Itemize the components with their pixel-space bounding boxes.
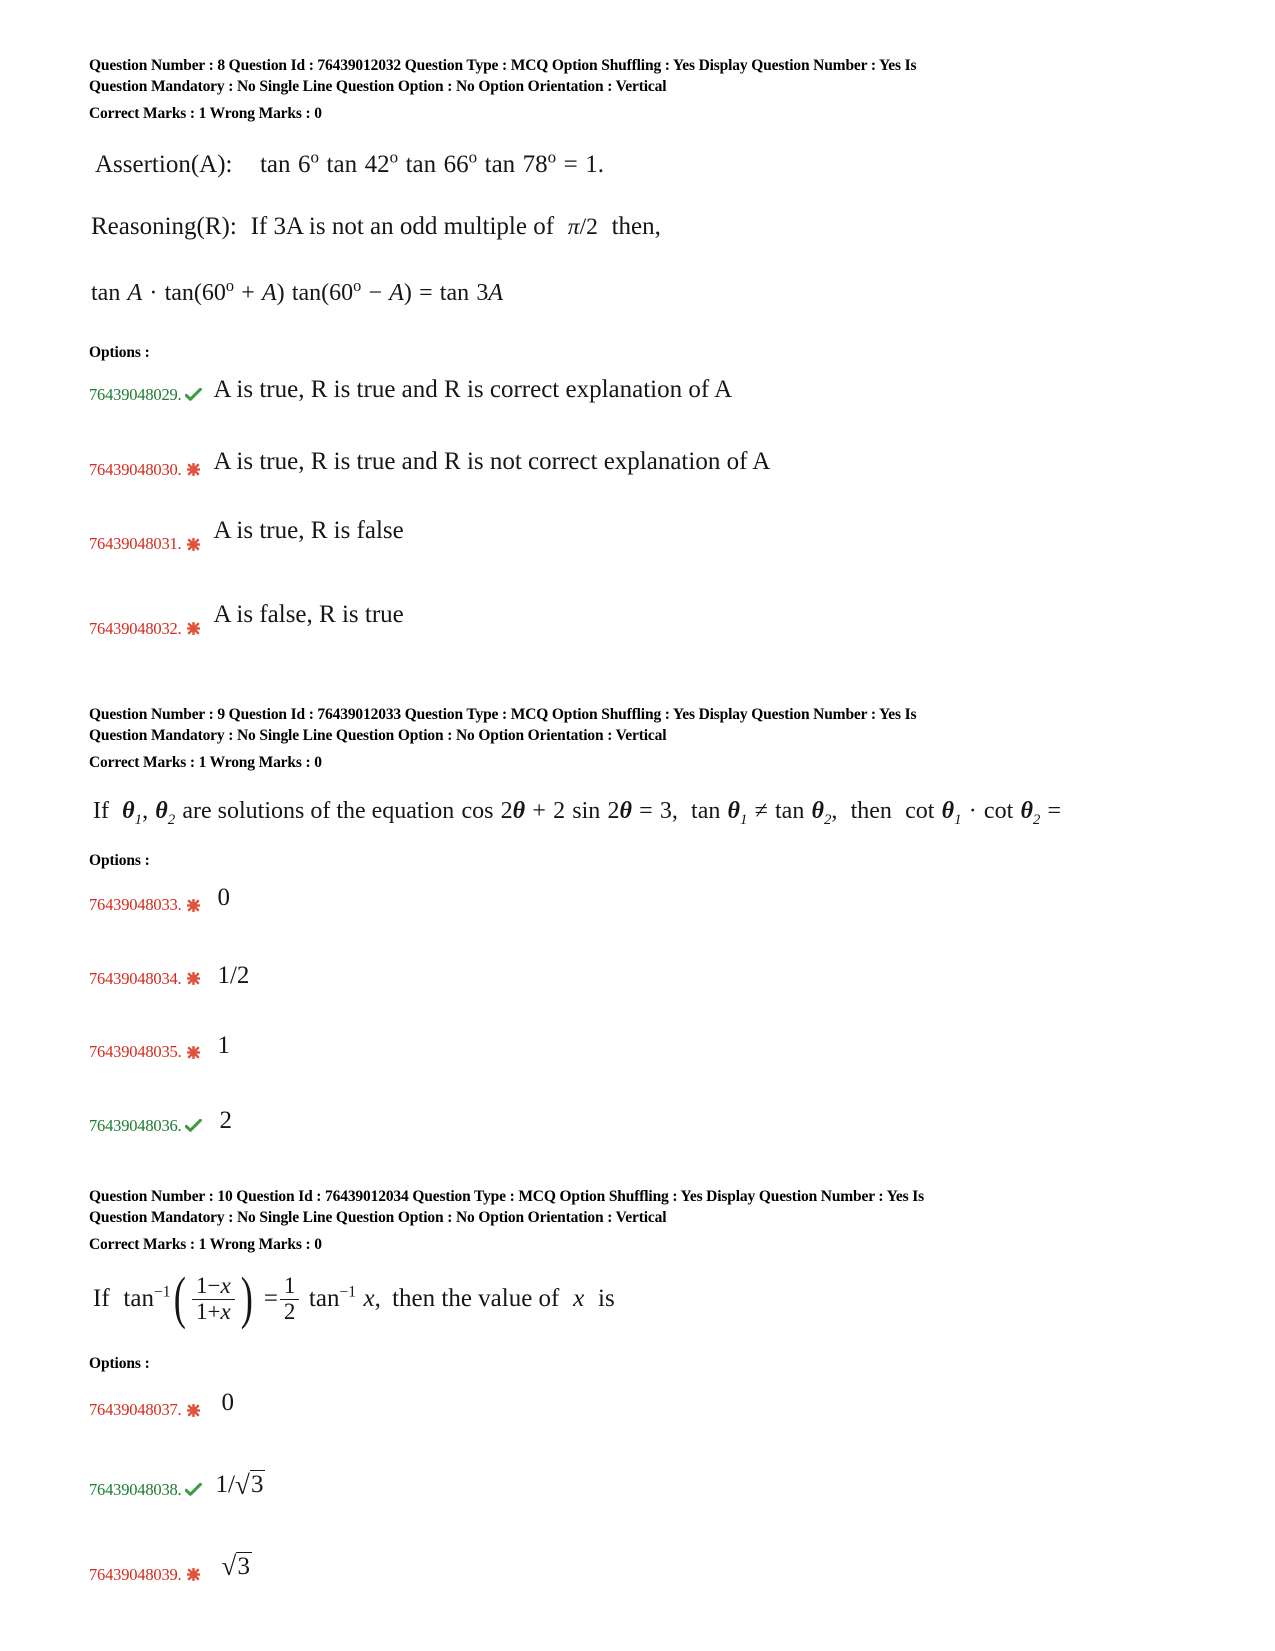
question-10-meta-line-2: Question Mandatory : No Single Line Question Option : No Option Orientation : Vertical bbox=[89, 1208, 667, 1226]
question-9-metadata bbox=[89, 704, 1134, 774]
question-10-meta-line-3: Correct Marks : 1 Wrong Marks : 0 bbox=[89, 1236, 322, 1254]
option-id: 76439048029. bbox=[89, 385, 182, 405]
cross-icon bbox=[184, 463, 203, 476]
question-9-options-label: Options : bbox=[89, 851, 150, 869]
option-id: 76439048034. bbox=[89, 968, 182, 988]
reasoning-label: Reasoning(R): bbox=[91, 213, 237, 241]
question-10-option-3[interactable] bbox=[89, 1552, 1134, 1590]
reasoning-formula: If 3A is not an odd multiple of π/2 then, bbox=[250, 213, 661, 241]
option-text: 1/ √ 3 bbox=[215, 1470, 265, 1499]
option-text: A is true, R is false bbox=[213, 516, 404, 544]
option-text: 1/2 bbox=[217, 962, 250, 990]
question-9-option-3[interactable] bbox=[89, 1031, 1134, 1067]
question-8-reasoning bbox=[91, 210, 1134, 244]
question-block-10 bbox=[89, 1186, 1134, 1589]
question-9-meta-line-2: Question Mandatory : No Single Line Question Option : No Option Orientation : Vertical bbox=[89, 726, 667, 744]
question-9-option-2[interactable] bbox=[89, 962, 1134, 993]
option-id: 76439048036. bbox=[89, 1115, 182, 1135]
question-8-identity bbox=[91, 277, 1134, 309]
cross-icon bbox=[184, 972, 203, 985]
option-text: 0 bbox=[221, 1388, 234, 1416]
check-icon bbox=[184, 1119, 203, 1133]
cross-icon bbox=[184, 622, 203, 635]
cross-icon bbox=[184, 1568, 203, 1581]
cross-icon bbox=[184, 899, 203, 912]
question-block-9 bbox=[89, 704, 1134, 1140]
question-8-options-label: Options : bbox=[89, 343, 150, 361]
check-icon bbox=[184, 1483, 203, 1497]
question-block-8 bbox=[89, 55, 1134, 643]
question-8-meta-line-2: Question Mandatory : No Single Line Question Option : No Option Orientation : Vertical bbox=[89, 78, 667, 96]
question-9-option-4[interactable] bbox=[89, 1107, 1134, 1140]
question-8-meta-line-3: Correct Marks : 1 Wrong Marks : 0 bbox=[89, 105, 322, 123]
option-text: A is true, R is true and R is correct explanation of A bbox=[213, 375, 733, 403]
question-8-option-1[interactable] bbox=[89, 375, 1134, 410]
option-text: 2 bbox=[219, 1107, 232, 1135]
question-10-formula: If $\tan^{-1}$( $\frac{1-x}{1+x}$ ) = $\frac{1}{2}$ $\tan^{-1} x$, then the value of x is bbox=[93, 1264, 615, 1330]
option-id: 76439048037. bbox=[89, 1400, 182, 1420]
question-8-option-4[interactable] bbox=[89, 601, 1134, 643]
question-9-option-1[interactable] bbox=[89, 883, 1134, 920]
cross-icon bbox=[184, 538, 203, 551]
option-id: 76439048030. bbox=[89, 459, 182, 479]
question-9-meta-line-3: Correct Marks : 1 Wrong Marks : 0 bbox=[89, 754, 322, 772]
option-text: 0 bbox=[217, 883, 230, 911]
option-id: 76439048039. bbox=[89, 1564, 182, 1584]
question-8-metadata bbox=[89, 55, 1134, 125]
assertion-formula: tan 6$^o$ tan 42$^o$ tan 66$^o$ $\tan 78^o = 1$. bbox=[259, 147, 610, 178]
question-8-meta-line-1: Question Number : 8 Question Id : 76439012032 Question Type : MCQ Option Shuffling : Yes Display Question Number : Yes Is bbox=[89, 57, 917, 74]
option-text: A is true, R is true and R is not correct explanation of A bbox=[213, 448, 771, 476]
question-9-stem bbox=[93, 795, 1134, 827]
question-8-option-2[interactable] bbox=[89, 448, 1134, 484]
identity-formula: $\tan A \cdot \tan(60^o + A) \tan(60^o - A) = \tan 3A$ bbox=[91, 276, 503, 307]
option-id: 76439048035. bbox=[89, 1042, 182, 1062]
option-text: √ 3 bbox=[221, 1552, 252, 1581]
option-id: 76439048031. bbox=[89, 534, 182, 554]
option-id: 76439048033. bbox=[89, 895, 182, 915]
cross-icon bbox=[184, 1046, 203, 1059]
check-icon bbox=[184, 388, 203, 402]
question-10-option-2[interactable] bbox=[89, 1471, 1134, 1505]
cross-icon bbox=[184, 1404, 203, 1417]
assertion-label: Assertion(A): bbox=[95, 150, 233, 178]
question-8-assertion bbox=[95, 148, 1134, 182]
question-10-option-1[interactable] bbox=[89, 1388, 1134, 1425]
question-10-metadata bbox=[89, 1186, 1134, 1256]
question-9-formula: If $\theta_1$, $\theta_2$ are solutions of the equation cos 2θ + 2 sin 2θ = 3, $\tan \theta_1 \ne \tan \theta_2$, then $\cot \theta_1 \cdot \cot \theta_2$ = bbox=[93, 798, 1062, 829]
option-id: 76439048038. bbox=[89, 1480, 182, 1500]
question-10-meta-line-1: Question Number : 10 Question Id : 76439012034 Question Type : MCQ Option Shuffling : Yes Display Question Number : Yes Is bbox=[89, 1187, 925, 1205]
question-8-option-3[interactable] bbox=[89, 516, 1134, 559]
question-10-stem bbox=[93, 1264, 1134, 1330]
option-text: A is false, R is true bbox=[213, 601, 404, 629]
question-10-options-label: Options : bbox=[89, 1354, 150, 1372]
page-content bbox=[89, 55, 1134, 1589]
option-text: 1 bbox=[217, 1031, 230, 1059]
option-id: 76439048032. bbox=[89, 618, 182, 638]
question-9-meta-line-1: Question Number : 9 Question Id : 76439012033 Question Type : MCQ Option Shuffling : Yes Display Question Number : Yes Is bbox=[89, 705, 917, 723]
